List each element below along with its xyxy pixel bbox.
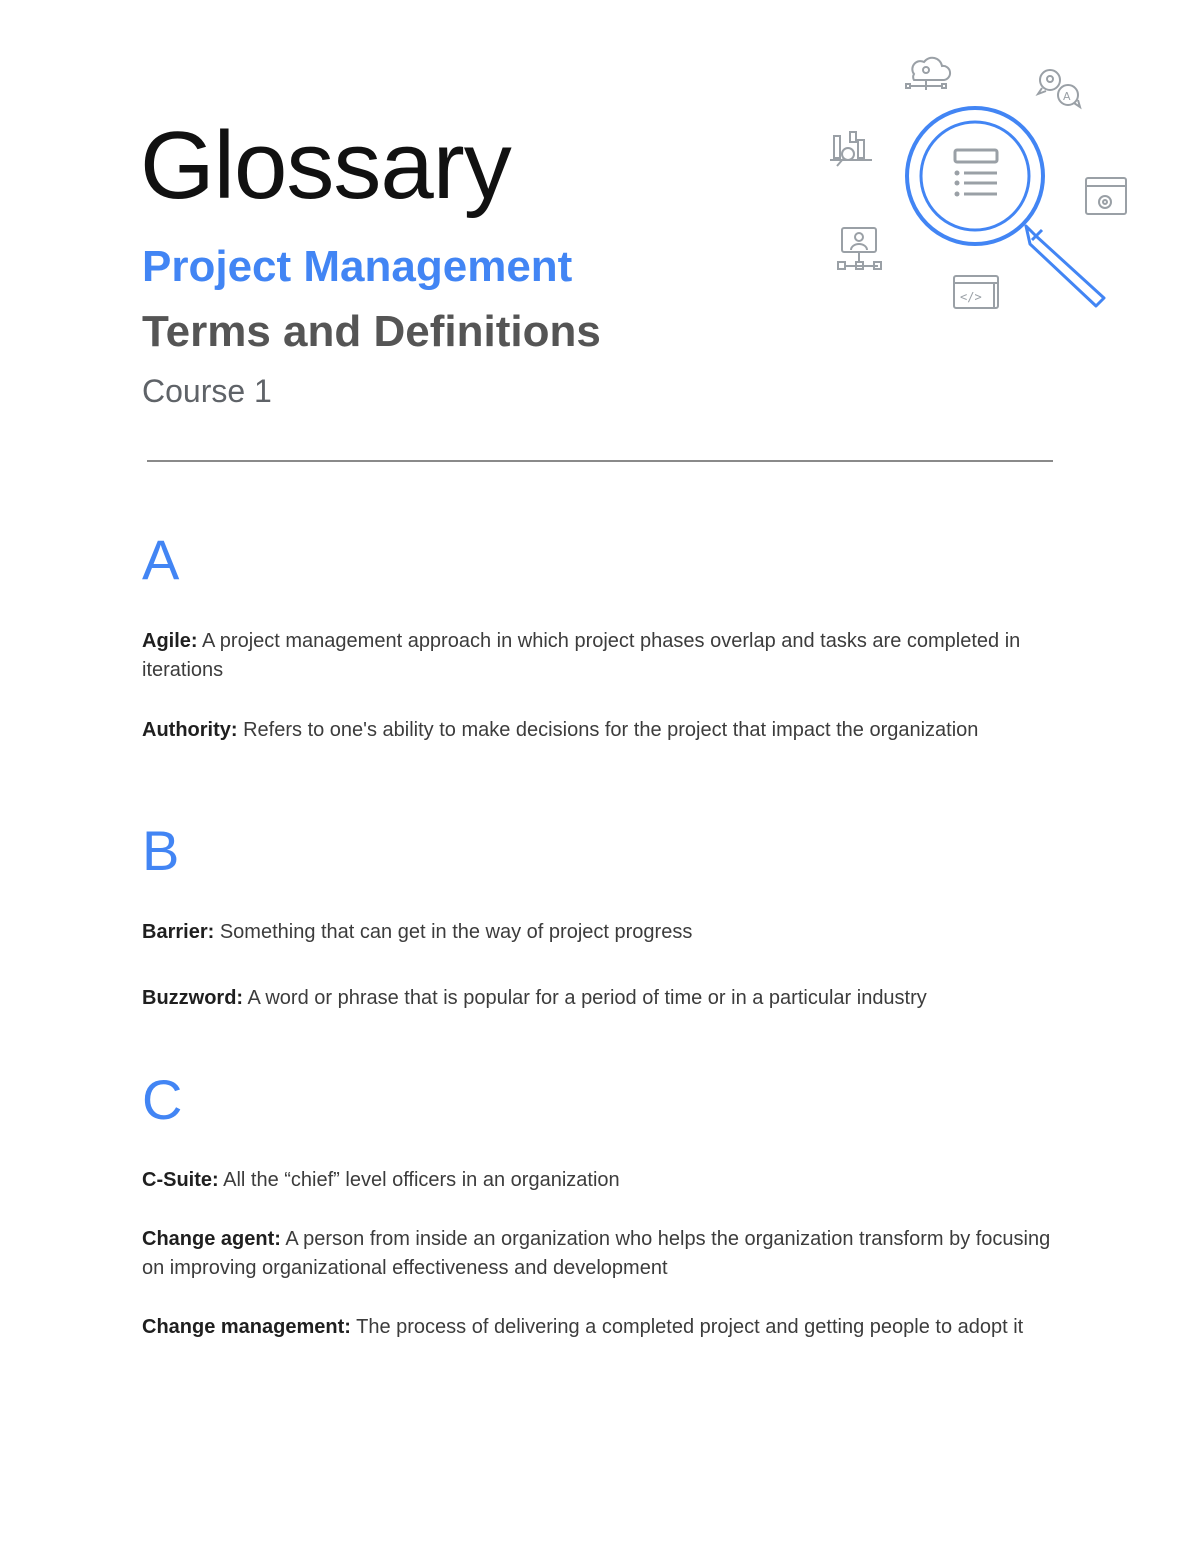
code-window-icon <box>954 276 998 308</box>
term-change-agent <box>142 1225 1057 1283</box>
header-divider <box>147 460 1053 462</box>
term-definition: The process of delivering a completed project and getting people to adopt it <box>350 1316 1024 1338</box>
term-name: Authority: <box>142 719 238 741</box>
term-definition: All the “chief” level officers in an organization <box>218 1169 620 1191</box>
term-definition: A word or phrase that is popular for a period of time or in a particular industry <box>243 987 927 1009</box>
settings-window-icon <box>1086 178 1126 214</box>
page-title: Glossary <box>140 112 511 219</box>
term-authority <box>142 716 1057 745</box>
org-chart-icon <box>838 228 881 269</box>
glossary-illustration <box>822 48 1142 318</box>
bar-chart-icon <box>830 132 872 166</box>
term-name: Buzzword: <box>142 987 244 1009</box>
term-definition: A person from inside an organization who helps the organization transform by focusing on improving organizational effectiveness and development <box>142 1228 1051 1279</box>
term-name: C-Suite: <box>142 1169 219 1191</box>
term-buzzword <box>142 984 1057 1013</box>
term-name: Agile: <box>142 630 198 652</box>
term-name: Change agent: <box>142 1228 281 1250</box>
magnifying-glass-icon <box>907 108 1104 306</box>
chat-icon-letter: A <box>1063 90 1071 103</box>
chat-bubbles-icon <box>1038 70 1080 107</box>
cloud-network-icon <box>906 58 950 90</box>
term-change-management <box>142 1313 1057 1342</box>
term-definition: Refers to one's ability to make decisions for the project that impact the organization <box>237 719 979 741</box>
code-icon-text: </> <box>960 290 982 304</box>
course-label: Course 1 <box>142 373 272 409</box>
term-definition: A project management approach in which project phases overlap and tasks are completed in iterations <box>142 630 1021 681</box>
section-letter-b: B <box>142 819 180 882</box>
section-letter-a: A <box>142 528 180 591</box>
term-barrier <box>142 918 1057 947</box>
term-c-suite <box>142 1166 1057 1195</box>
term-name: Barrier: <box>142 921 215 943</box>
term-definition: Something that can get in the way of project progress <box>214 921 693 943</box>
term-name: Change management: <box>142 1316 351 1338</box>
subtitle-terms-definitions: Terms and Definitions <box>142 307 601 356</box>
section-letter-c: C <box>142 1068 183 1131</box>
term-agile <box>142 627 1057 685</box>
subtitle-project-management: Project Management <box>142 242 573 291</box>
